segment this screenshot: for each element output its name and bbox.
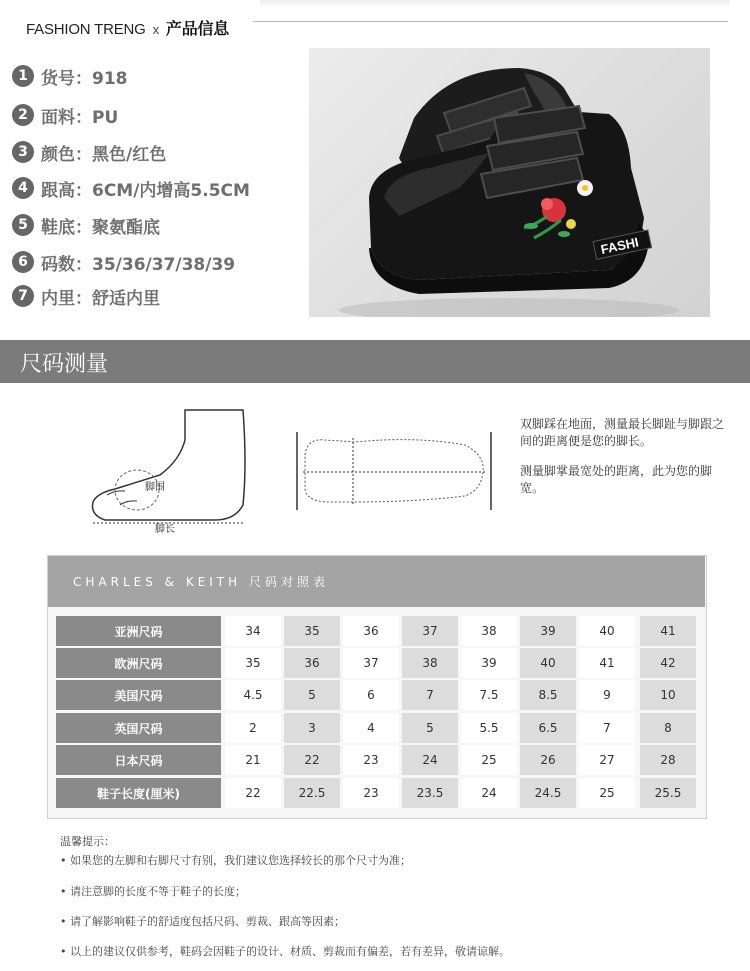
size-cell: 42 [640,648,696,678]
size-cell: 24 [461,778,517,808]
size-cell: 36 [343,616,399,646]
spec-item-color [12,140,166,164]
sole-label-text: FASHI [599,234,640,258]
size-cell: 39 [461,648,517,678]
size-table-title: CHARLES & KEITH 尺码对照表 [73,575,329,589]
brand-name: FASHION TRENG [26,21,146,38]
size-cell: 22.5 [284,778,340,808]
note-item: • 请注意脚的长度不等于鞋子的长度； [60,885,246,898]
size-table-header [48,556,705,607]
sneaker-illustration [309,48,710,317]
size-cell: 38 [461,616,517,646]
number-badge: 7 [12,285,34,307]
foot-side-diagram [85,405,255,535]
foot-girth-label: 脚围 [145,482,165,493]
spec-item-material [12,103,118,127]
spec-text: 面料：PU [41,107,119,128]
spec-text: 鞋底：聚氨酯底 [41,217,160,238]
row-label-shoe-length: 鞋子长度(厘米) [56,778,221,808]
size-cell: 40 [520,648,576,678]
size-cell: 10 [640,680,696,710]
size-cell: 23 [343,745,399,775]
spec-item-lining [12,284,160,308]
size-cell: 37 [402,616,458,646]
notes-title: 温馨提示： [60,835,115,848]
size-cell: 41 [579,648,635,678]
size-cell: 5 [284,680,340,710]
size-cell: 4.5 [225,680,281,710]
section-band [0,340,750,383]
size-cell: 7 [579,713,635,743]
row-label-uk: 英国尺码 [56,713,221,743]
size-cell: 9 [579,680,635,710]
size-cell: 5 [402,713,458,743]
size-cell: 6 [343,680,399,710]
note-item: • 以上的建议仅供参考，鞋码会因鞋子的设计、材质、剪裁而有偏差，若有差异，敬请谅解。 [60,945,510,958]
section-title: 尺码测量 [20,352,109,377]
size-cell: 8.5 [520,680,576,710]
size-cell: 22 [225,778,281,808]
size-cell: 23.5 [402,778,458,808]
size-cell: 39 [520,616,576,646]
foot-top-diagram [295,430,495,520]
size-cell: 36 [284,648,340,678]
spec-text: 跟高：6CM/内增高5.5CM [41,180,250,201]
spec-item-sizes [12,250,235,274]
size-cell: 7.5 [461,680,517,710]
spec-item-heel-height [12,176,250,200]
spec-text: 内里：舒适内里 [41,288,160,309]
row-label-jp: 日本尺码 [56,745,221,775]
row-label-asia: 亚洲尺码 [56,616,221,646]
size-cell: 24 [402,745,458,775]
size-cell: 6.5 [520,713,576,743]
number-badge: 2 [12,104,34,126]
size-cell: 28 [640,745,696,775]
size-cell: 41 [640,616,696,646]
header-shadow [260,0,730,8]
spec-text: 货号：918 [41,68,128,89]
size-cell: 8 [640,713,696,743]
size-cell: 22 [284,745,340,775]
row-label-us: 美国尺码 [56,680,221,710]
size-cell: 26 [520,745,576,775]
note-item: • 如果您的左脚和右脚尺寸有别，我们建议您选择较长的那个尺寸为准； [60,854,411,867]
header-separator: x [152,22,159,37]
number-badge: 4 [12,177,34,199]
spec-text: 颜色：黑色/红色 [41,144,167,165]
size-cell: 24.5 [520,778,576,808]
size-cell: 23 [343,778,399,808]
number-badge: 6 [12,251,34,273]
number-badge: 1 [12,65,34,87]
size-cell: 35 [225,648,281,678]
size-cell: 25 [461,745,517,775]
product-photo [309,48,710,317]
row-label-eu: 欧洲尺码 [56,648,221,678]
size-cell: 37 [343,648,399,678]
size-cell: 21 [225,745,281,775]
size-cell: 25 [579,778,635,808]
size-cell: 4 [343,713,399,743]
page-title: 产品信息 [165,21,230,38]
number-badge: 5 [12,214,34,236]
size-cell: 38 [402,648,458,678]
foot-length-instruction: 双脚踩在地面，测量最长脚趾与脚跟之间的距离便是您的脚长。 [520,417,725,448]
spec-item-sole [12,213,160,237]
size-cell: 34 [225,616,281,646]
spec-text: 码数：35/36/37/38/39 [41,254,236,275]
number-badge: 3 [12,141,34,163]
foot-length-label: 脚长 [155,524,175,535]
size-cell: 27 [579,745,635,775]
page-header [26,16,229,39]
size-cell: 3 [284,713,340,743]
size-cell: 7 [402,680,458,710]
size-cell: 25.5 [640,778,696,808]
size-cell: 35 [284,616,340,646]
size-cell: 40 [579,616,635,646]
header-divider [253,21,728,22]
size-cell: 2 [225,713,281,743]
note-item: • 请了解影响鞋子的舒适度包括尺码、剪裁、跟高等因素； [60,915,345,928]
spec-item-article-no [12,64,128,88]
foot-width-instruction: 测量脚掌最宽处的距离，此为您的脚宽。 [520,464,713,495]
size-cell: 5.5 [461,713,517,743]
